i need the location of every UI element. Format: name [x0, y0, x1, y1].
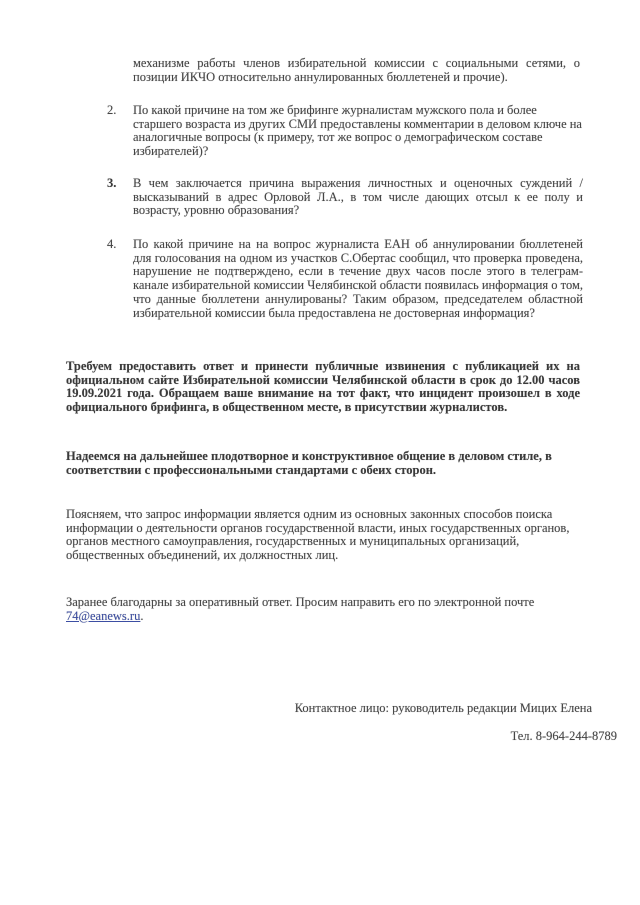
list-item-question-2: [107, 104, 583, 159]
contact-person-line: Контактное лицо: руководитель редакции Мицих Елена: [294, 701, 592, 715]
thanks-text: Заранее благодарны за оперативный ответ. Просим направить его по электронной почте: [66, 595, 535, 609]
question-4-text: По какой причине на на вопрос журналиста ЕАН об аннулировании бюллетеней для голосования на одном из участков С.Обертас сообщил, что проверка проведена, нарушение не подтверждено, если в течение двух часов после этого в телеграм-канале избирательной комиссии Челябинской области появилась информация о том, что данные бюллетени аннулированы? Таким образом, председателем областной избирательной комиссии была предоставлена не достоверная информация?: [133, 237, 583, 320]
paragraph-thanks: [66, 596, 588, 623]
email-link[interactable]: 74@eanews.ru: [66, 608, 141, 623]
paragraph-legal-explanation: Поясняем, что запрос информации является одним из основных законных способов поиска информации о деятельности органов государственной власти, иных государственных органов, органов местного самоуправления, государственных и муниципальных организаций, общественных объединений, их должностных лиц.: [66, 507, 570, 563]
phone-line: Тел. 8-964-244-8789: [510, 729, 617, 743]
email-period: .: [140, 608, 144, 623]
list-item-question-3: [107, 177, 583, 218]
question-4-number: 4.: [107, 237, 117, 251]
list-item-question-4: [107, 238, 583, 320]
question-2-number: 2.: [107, 103, 117, 117]
paragraph-demand-apology: Требуем предоставить ответ и принести публичные извинения с публикацией их на официальном сайте Избирательной комиссии Челябинской области в срок до 12.00 часов 19.09.2021 года. Обращаем ваше внимание на тот факт, что инцидент произошел в ходе официального брифинга, в общественном месте, в присутствии журналистов.: [66, 359, 580, 415]
paragraph-hope-cooperation: Надеемся на дальнейшее плодотворное и конструктивное общение в деловом стиле, в соответствии с профессиональными стандартами с обеих сторон.: [66, 449, 552, 477]
question-2-text: По какой причине на том же брифинге журналистам мужского пола и более старшего возраста из других СМИ предоставлены комментарии в деловом ключе на аналогичные вопросы (к примеру, тот же вопрос о демографическом составе избирателей)?: [133, 103, 582, 159]
paragraph-question1-continuation: механизме работы членов избирательной комиссии с социальными сетями, о позиции ИКЧО относительно аннулированных бюллетеней и прочие).: [133, 56, 580, 84]
question-3-number: 3.: [107, 176, 117, 190]
question-3-text: В чем заключается причина выражения личностных и оценочных суждений / высказываний в адрес Орловой Л.А., в том числе дающих отсыл к ее полу и возрасту, уровню образования?: [133, 176, 583, 218]
